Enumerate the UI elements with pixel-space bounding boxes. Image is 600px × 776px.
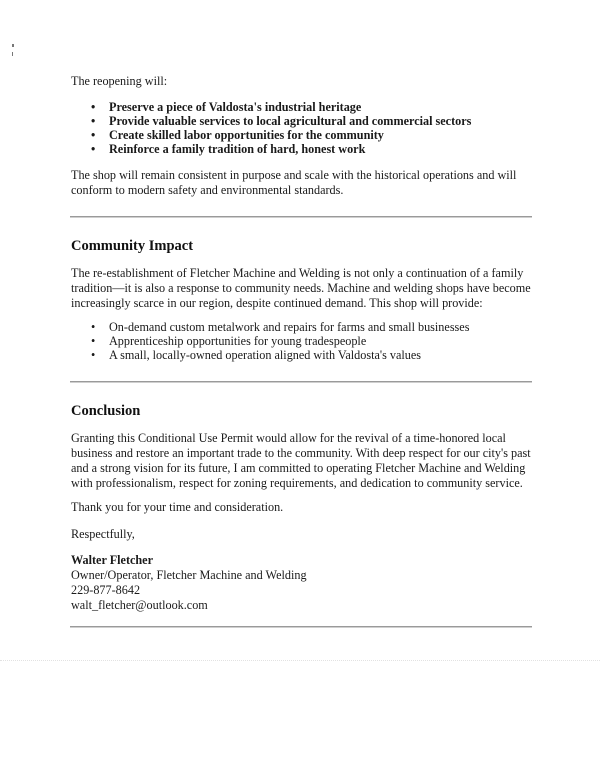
- community-impact-paragraph-block: [71, 266, 541, 311]
- bullet-icon: •: [91, 320, 96, 334]
- list-item-text: On-demand custom metalwork and repairs for farms and small businesses: [109, 320, 470, 334]
- list-item: [71, 320, 541, 334]
- signer-name: Walter Fletcher: [71, 553, 154, 567]
- list-item: [71, 128, 541, 142]
- reopening-closing-paragraph: [71, 168, 541, 198]
- list-item-text: Apprenticeship opportunities for young tradespeople: [109, 334, 367, 348]
- conclusion-heading: Conclusion: [71, 403, 141, 419]
- signer-phone: 229-877-8642: [71, 583, 141, 597]
- signer-title: Owner/Operator, Fletcher Machine and Welding: [71, 568, 307, 582]
- reopening-intro: The reopening will:: [71, 74, 168, 88]
- list-item-text: A small, locally-owned operation aligned with Valdosta's values: [109, 348, 422, 362]
- signer-email: walt_fletcher@outlook.com: [71, 598, 208, 612]
- list-item-text: Reinforce a family tradition of hard, honest work: [109, 142, 366, 156]
- conclusion-paragraph: Granting this Conditional Use Permit would allow for the revival of a time-honored local business and restore an important trade to the community. With deep respect for our city's past and a strong vision for its future, I am committed to operating Fletcher Machine and Welding with professionalism, respect for zoning requirements, and dedication to community service.: [71, 431, 531, 490]
- community-impact-paragraph: The re-establishment of Fletcher Machine and Welding is not only a continuation of a family tradition—it is also a response to community needs. Machine and welding shops have become increasingly scarce in our region, despite continued demand. This shop will provide:: [71, 266, 531, 310]
- signature-block: [71, 553, 541, 613]
- community-impact-heading: Community Impact: [71, 238, 194, 254]
- scan-artifact-line: [0, 660, 600, 661]
- list-item-text: Preserve a piece of Valdosta's industrial heritage: [109, 100, 362, 114]
- bullet-icon: •: [91, 142, 96, 156]
- list-item: [71, 348, 541, 362]
- community-impact-section: [71, 237, 541, 255]
- list-item: [71, 114, 541, 128]
- list-item: [71, 142, 541, 156]
- scan-mark: [12, 52, 13, 56]
- scan-mark: [12, 44, 14, 47]
- list-item-text: Provide valuable services to local agricultural and commercial sectors: [109, 114, 472, 128]
- bullet-icon: •: [91, 348, 96, 362]
- section-divider: [70, 216, 532, 218]
- sign-off: Respectfully,: [71, 527, 135, 541]
- conclusion-paragraph-block: [71, 431, 541, 491]
- reopening-bullet-list: [71, 100, 541, 156]
- list-item-text: Create skilled labor opportunities for the community: [109, 128, 384, 142]
- sign-off-block: [71, 527, 541, 542]
- list-item: [71, 334, 541, 348]
- list-item: [71, 100, 541, 114]
- section-divider: [70, 381, 532, 383]
- bullet-icon: •: [91, 100, 96, 114]
- reopening-closing: The shop will remain consistent in purpose and scale with the historical operations and will conform to modern safety and environmental standards.: [71, 168, 517, 197]
- bullet-icon: •: [91, 114, 96, 128]
- community-impact-bullet-list: [71, 320, 541, 362]
- thanks-block: [71, 500, 541, 515]
- reopening-section: [71, 74, 541, 89]
- bullet-icon: •: [91, 128, 96, 142]
- thanks-line: Thank you for your time and consideration.: [71, 500, 284, 514]
- section-divider: [70, 626, 532, 628]
- conclusion-section: [71, 402, 541, 420]
- bullet-icon: •: [91, 334, 96, 348]
